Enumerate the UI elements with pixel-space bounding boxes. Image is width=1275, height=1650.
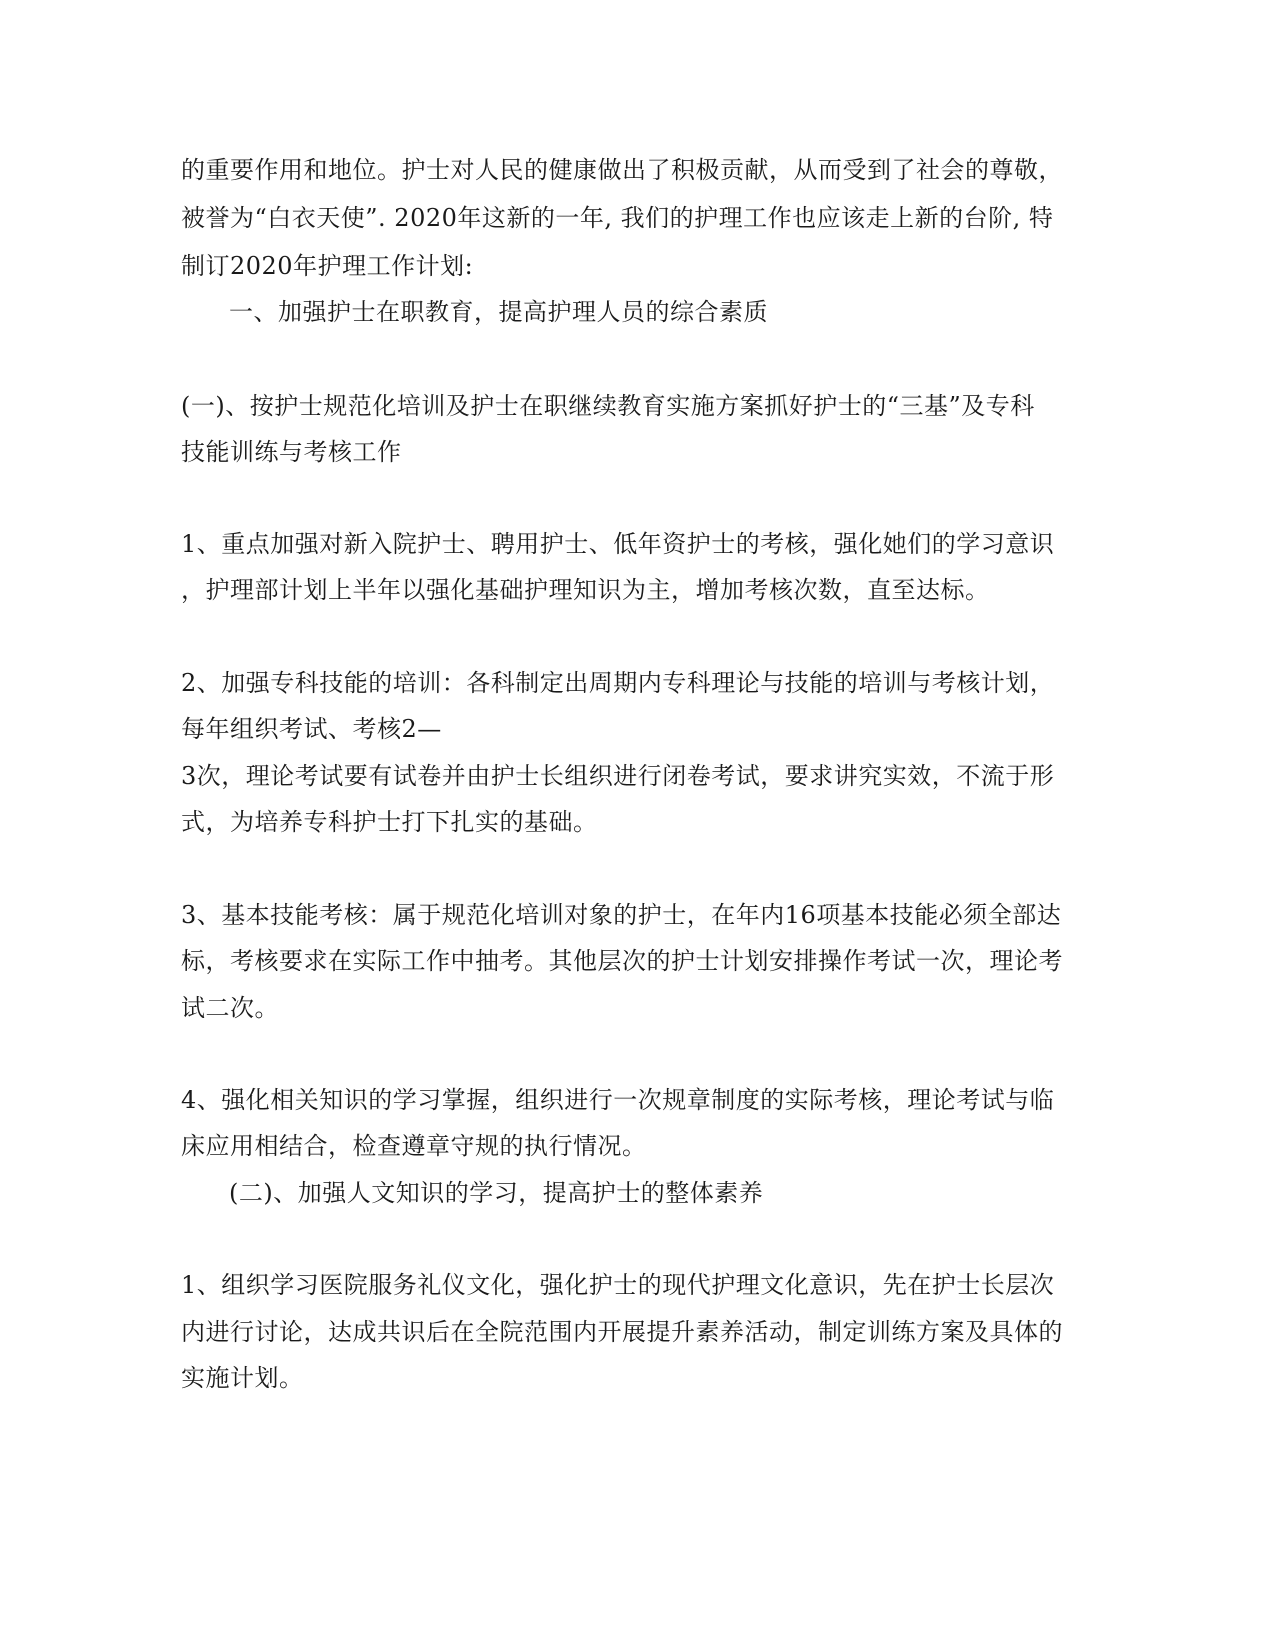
subsection-heading-2: (二)、加强人文知识的学习，提高护士的整体素养: [229, 1179, 764, 1207]
item-4-line-2: 床应用相结合，检查遵章守规的执行情况。: [181, 1132, 647, 1160]
paragraph-intro-line-3: 制订2020年护理工作计划:: [181, 252, 474, 280]
item-1-line-1: 1、重点加强对新入院护士、聘用护士、低年资护士的考核，强化她们的学习意识: [181, 530, 1055, 558]
paragraph-intro-line-2: 被誉为“白衣天使”. 2020年这新的一年, 我们的护理工作也应该走上新的台阶, 特: [181, 204, 1054, 232]
item-5-line-3: 实施计划。: [181, 1364, 304, 1392]
item-4-line-1: 4、强化相关知识的学习掌握，组织进行一次规章制度的实际考核，理论考试与临: [181, 1086, 1055, 1114]
item-2-line-2: 每年组织考试、考核2—: [181, 715, 442, 743]
item-2-line-4: 式，为培养专科护士打下扎实的基础。: [181, 808, 598, 836]
subsection-heading-1-line-1: (一)、按护士规范化培训及护士在职继续教育实施方案抓好护士的“三基”及专科: [181, 392, 1035, 420]
subsection-heading-1-line-2: 技能训练与考核工作: [181, 438, 402, 466]
item-2-line-1: 2、加强专科技能的培训：各科制定出周期内专科理论与技能的培训与考核计划，: [181, 669, 1055, 697]
section-heading-1: 一、加强护士在职教育，提高护理人员的综合素质: [229, 298, 768, 326]
item-5-line-1: 1、组织学习医院服务礼仪文化，强化护士的现代护理文化意识，先在护士长层次: [181, 1271, 1055, 1299]
paragraph-intro-line-1: 的重要作用和地位。护士对人民的健康做出了积极贡献，从而受到了社会的尊敬，: [181, 156, 1063, 184]
item-2-line-3: 3次，理论考试要有试卷并由护士长组织进行闭卷考试，要求讲究实效，不流于形: [181, 762, 1055, 790]
item-5-line-2: 内进行讨论，达成共识后在全院范围内开展提升素养活动，制定训练方案及具体的: [181, 1318, 1063, 1346]
item-3-line-3: 试二次。: [181, 994, 279, 1022]
item-3-line-1: 3、基本技能考核：属于规范化培训对象的护士，在年内16项基本技能必须全部达: [181, 901, 1062, 929]
item-3-line-2: 标，考核要求在实际工作中抽考。其他层次的护士计划安排操作考试一次，理论考: [181, 947, 1063, 975]
item-1-line-2: ，护理部计划上半年以强化基础护理知识为主，增加考核次数，直至达标。: [181, 576, 990, 604]
